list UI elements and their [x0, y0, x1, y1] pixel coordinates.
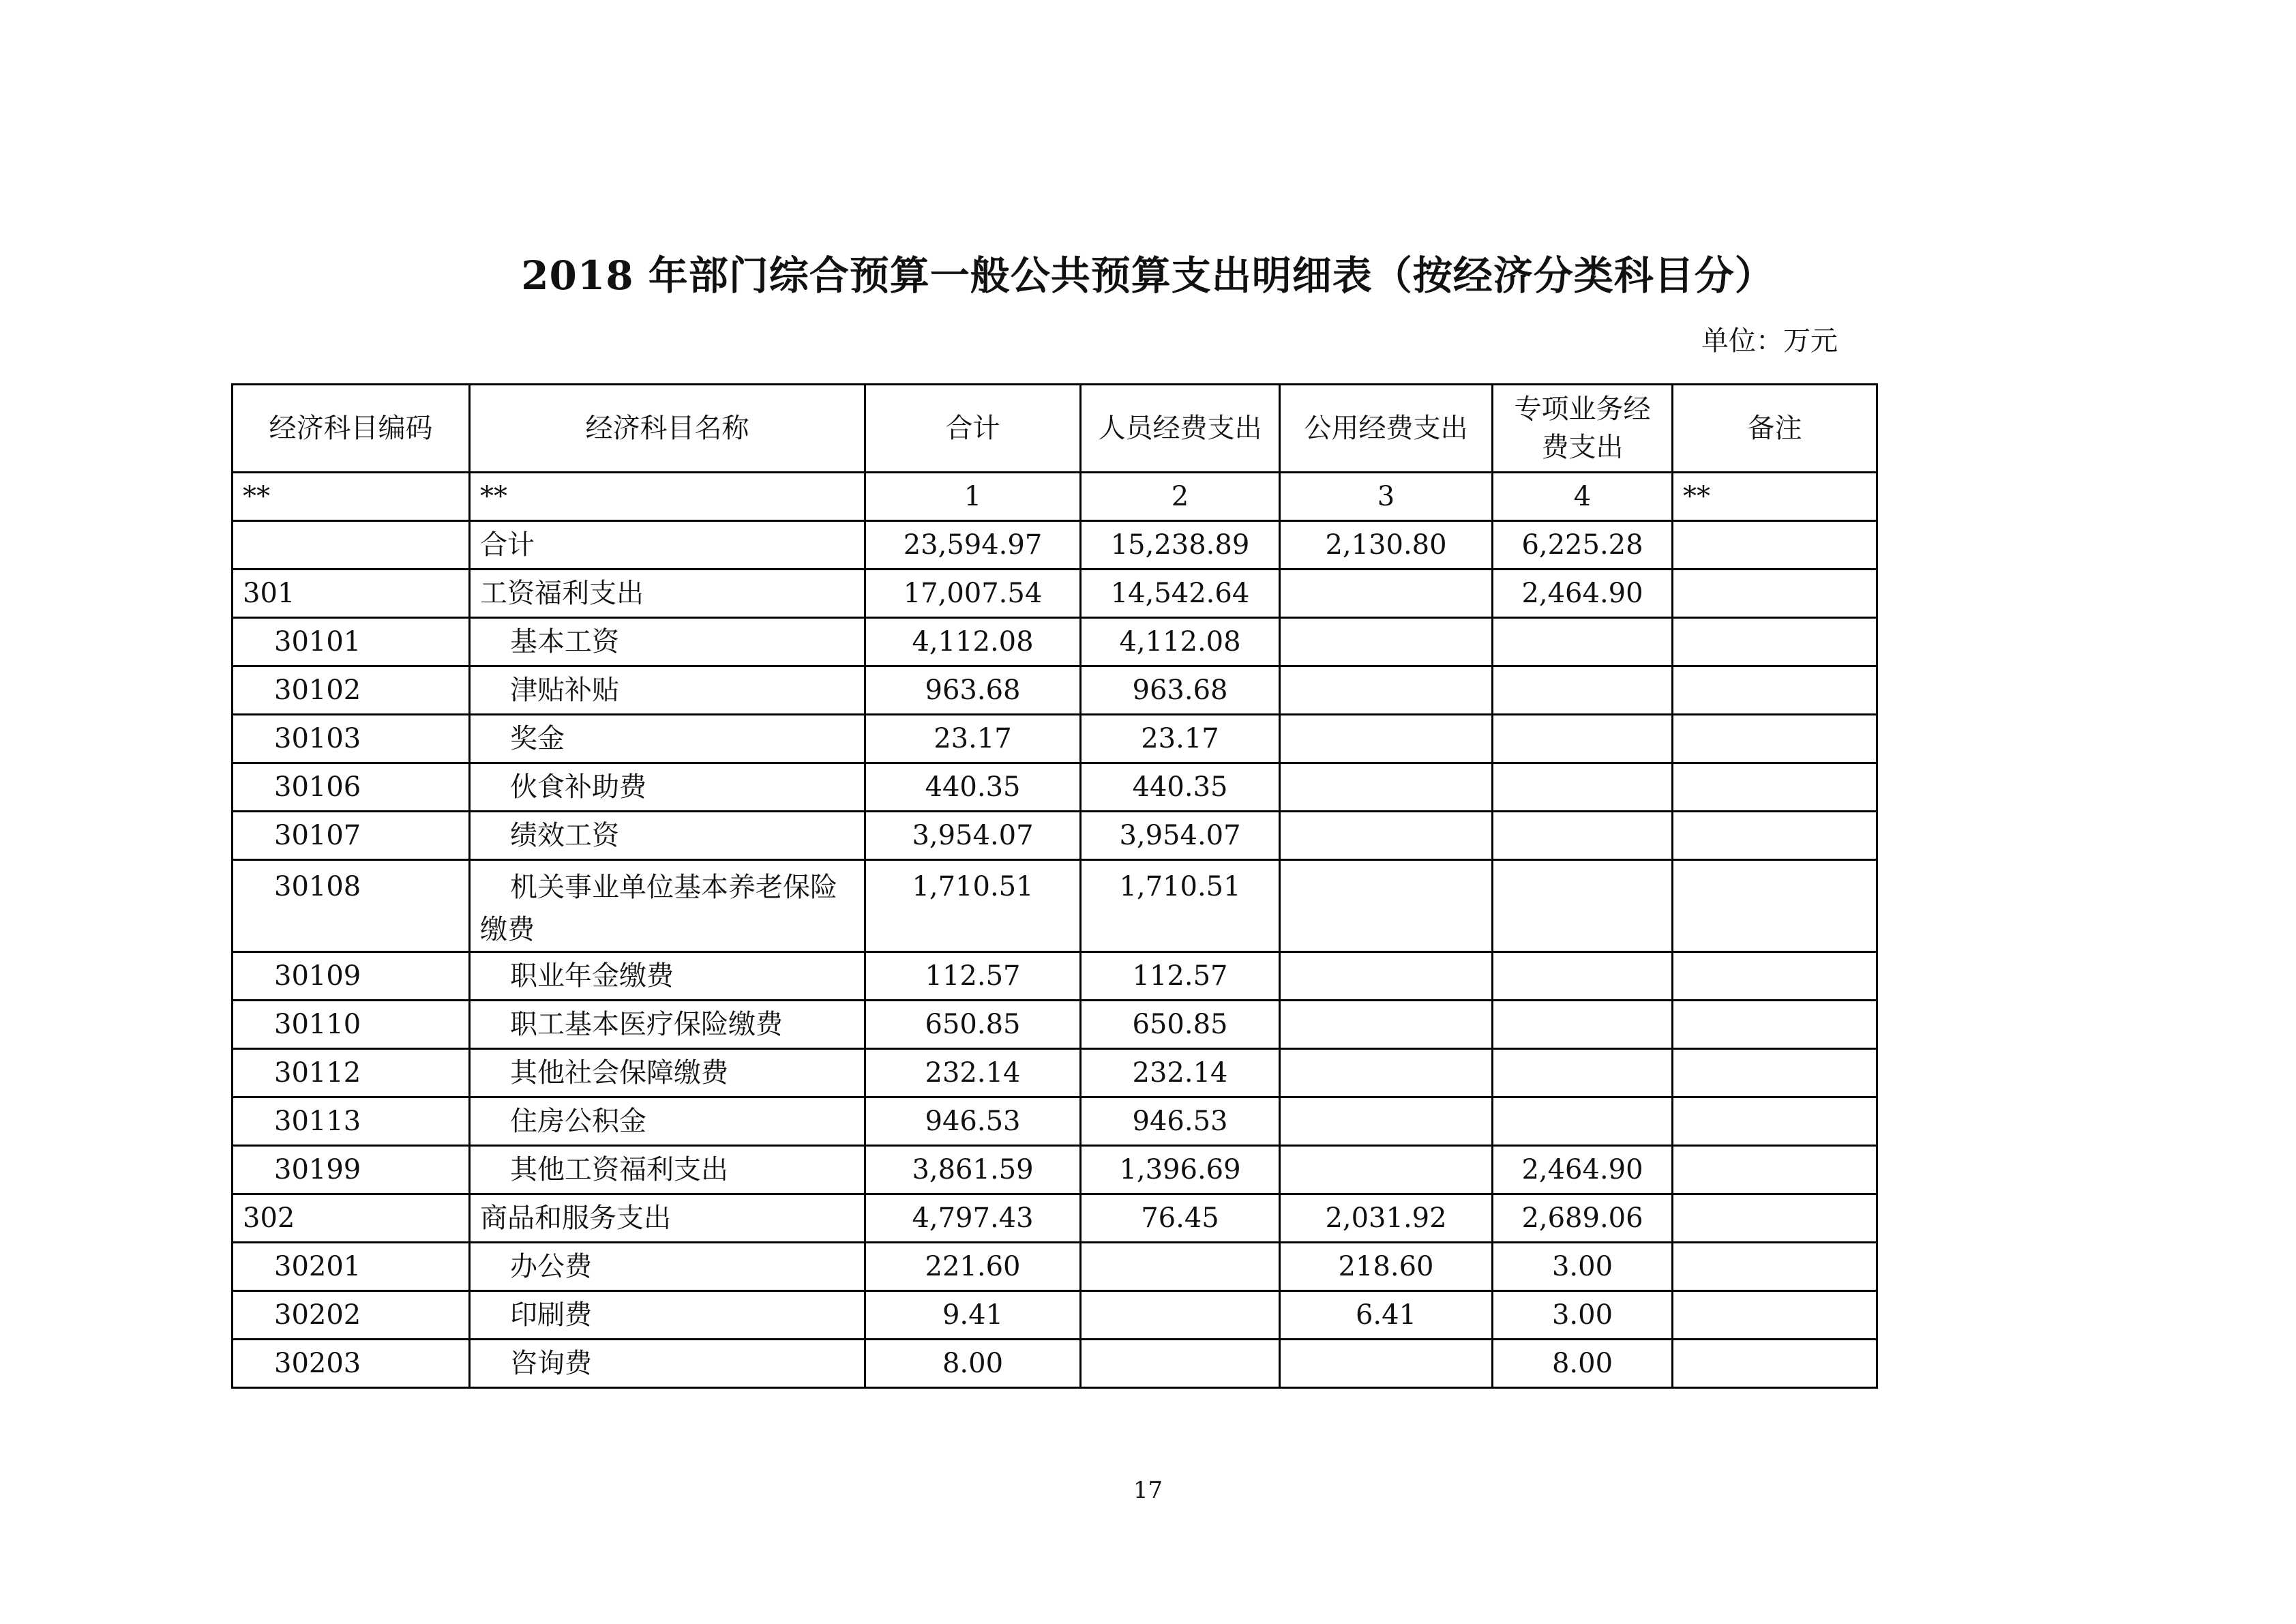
cell-public: 2,031.92: [1280, 1194, 1493, 1243]
table-row: [233, 860, 1877, 952]
cell-personnel: 963.68: [1081, 666, 1280, 715]
header-cell-code: 经济科目编码: [233, 385, 470, 473]
cell-remark: [1673, 860, 1877, 952]
cell-total: 1,710.51: [865, 860, 1081, 952]
cell-code: 302: [233, 1194, 470, 1243]
cell-public: [1280, 1049, 1493, 1097]
cell-project: [1493, 1001, 1673, 1049]
cell-public: 218.60: [1280, 1243, 1493, 1291]
cell-name: 工资福利支出: [470, 570, 865, 618]
cell-total: 650.85: [865, 1001, 1081, 1049]
header-row: [233, 385, 1877, 473]
cell-project: [1493, 1049, 1673, 1097]
cell-total: 9.41: [865, 1291, 1081, 1340]
table-row: [233, 812, 1877, 860]
cell-name: 职业年金缴费: [470, 952, 865, 1001]
cell-remark: [1673, 1001, 1877, 1049]
cell-project: [1493, 1097, 1673, 1146]
cell-public: [1280, 1097, 1493, 1146]
cell-total: 3,954.07: [865, 812, 1081, 860]
cell-name: 伙食补助费: [470, 763, 865, 812]
cell-name: 其他工资福利支出: [470, 1146, 865, 1194]
cell-code: 30107: [233, 812, 470, 860]
cell-personnel: 232.14: [1081, 1049, 1280, 1097]
cell-public: [1280, 570, 1493, 618]
cell-project: [1493, 952, 1673, 1001]
cell-personnel: 4,112.08: [1081, 618, 1280, 666]
cell-total: 8.00: [865, 1340, 1081, 1388]
table-row: [233, 1001, 1877, 1049]
cell-project: [1493, 715, 1673, 763]
cell-public: [1280, 1001, 1493, 1049]
cell-total: 221.60: [865, 1243, 1081, 1291]
cell-project: [1493, 763, 1673, 812]
cell-remark: [1673, 715, 1877, 763]
cell-project: [1493, 666, 1673, 715]
index-cell-code: **: [233, 473, 470, 521]
cell-personnel: [1081, 1243, 1280, 1291]
table-row: [233, 1291, 1877, 1340]
cell-total: 963.68: [865, 666, 1081, 715]
cell-public: [1280, 1340, 1493, 1388]
index-cell-name: **: [470, 473, 865, 521]
cell-personnel: 76.45: [1081, 1194, 1280, 1243]
table-row: [233, 1194, 1877, 1243]
cell-code: 30101: [233, 618, 470, 666]
cell-personnel: 3,954.07: [1081, 812, 1280, 860]
cell-public: 2,130.80: [1280, 521, 1493, 570]
cell-remark: [1673, 618, 1877, 666]
cell-code: 301: [233, 570, 470, 618]
cell-personnel: 112.57: [1081, 952, 1280, 1001]
cell-remark: [1673, 1097, 1877, 1146]
cell-personnel: [1081, 1291, 1280, 1340]
cell-total: 17,007.54: [865, 570, 1081, 618]
page-number: 17: [1133, 1477, 1163, 1504]
header-cell-public: 公用经费支出: [1280, 385, 1493, 473]
cell-personnel: 14,542.64: [1081, 570, 1280, 618]
cell-code: 30113: [233, 1097, 470, 1146]
cell-code: 30199: [233, 1146, 470, 1194]
cell-remark: [1673, 1194, 1877, 1243]
cell-code: 30112: [233, 1049, 470, 1097]
cell-personnel: [1081, 1340, 1280, 1388]
cell-code: [233, 521, 470, 570]
cell-name: 机关事业单位基本养老保险缴费: [470, 860, 865, 952]
cell-project: [1493, 860, 1673, 952]
cell-total: 946.53: [865, 1097, 1081, 1146]
cell-name: 印刷费: [470, 1291, 865, 1340]
cell-remark: [1673, 1291, 1877, 1340]
cell-name: 合计: [470, 521, 865, 570]
cell-personnel: 23.17: [1081, 715, 1280, 763]
cell-remark: [1673, 1340, 1877, 1388]
cell-public: [1280, 812, 1493, 860]
unit-label: 单位：万元: [1701, 325, 1838, 357]
table-row: [233, 521, 1877, 570]
cell-project: 3.00: [1493, 1243, 1673, 1291]
cell-code: 30108: [233, 860, 470, 952]
cell-name: 绩效工资: [470, 812, 865, 860]
cell-code: 30203: [233, 1340, 470, 1388]
document-title: 2018 年部门综合预算一般公共预算支出明细表（按经济分类科目分）: [521, 252, 1775, 299]
table-row: [233, 763, 1877, 812]
cell-total: 4,797.43: [865, 1194, 1081, 1243]
cell-name: 职工基本医疗保险缴费: [470, 1001, 865, 1049]
cell-remark: [1673, 1146, 1877, 1194]
cell-public: [1280, 1146, 1493, 1194]
cell-name: 住房公积金: [470, 1097, 865, 1146]
cell-total: 23.17: [865, 715, 1081, 763]
cell-name: 商品和服务支出: [470, 1194, 865, 1243]
cell-personnel: 1,396.69: [1081, 1146, 1280, 1194]
index-cell-project: 4: [1493, 473, 1673, 521]
header-cell-personnel: 人员经费支出: [1081, 385, 1280, 473]
table-row: [233, 715, 1877, 763]
cell-remark: [1673, 570, 1877, 618]
table-row: [233, 952, 1877, 1001]
expenditure-detail-table: [231, 383, 1878, 1389]
index-cell-personnel: 2: [1081, 473, 1280, 521]
cell-public: [1280, 860, 1493, 952]
cell-public: [1280, 763, 1493, 812]
cell-project: 6,225.28: [1493, 521, 1673, 570]
cell-remark: [1673, 521, 1877, 570]
table-row: [233, 618, 1877, 666]
cell-total: 3,861.59: [865, 1146, 1081, 1194]
cell-total: 23,594.97: [865, 521, 1081, 570]
header-cell-remark: 备注: [1673, 385, 1877, 473]
cell-project: 3.00: [1493, 1291, 1673, 1340]
index-cell-public: 3: [1280, 473, 1493, 521]
cell-total: 232.14: [865, 1049, 1081, 1097]
cell-name: 津贴补贴: [470, 666, 865, 715]
header-cell-total: 合计: [865, 385, 1081, 473]
table-row: [233, 1340, 1877, 1388]
cell-public: [1280, 666, 1493, 715]
cell-remark: [1673, 1243, 1877, 1291]
cell-public: [1280, 618, 1493, 666]
cell-name: 基本工资: [470, 618, 865, 666]
cell-personnel: 15,238.89: [1081, 521, 1280, 570]
cell-remark: [1673, 1049, 1877, 1097]
table-row: [233, 1243, 1877, 1291]
index-cell-total: 1: [865, 473, 1081, 521]
cell-name: 其他社会保障缴费: [470, 1049, 865, 1097]
cell-public: [1280, 952, 1493, 1001]
cell-total: 4,112.08: [865, 618, 1081, 666]
cell-project: 2,689.06: [1493, 1194, 1673, 1243]
cell-project: [1493, 812, 1673, 860]
cell-personnel: 946.53: [1081, 1097, 1280, 1146]
table-row: [233, 1049, 1877, 1097]
cell-personnel: 650.85: [1081, 1001, 1280, 1049]
cell-public: 6.41: [1280, 1291, 1493, 1340]
cell-project: 2,464.90: [1493, 570, 1673, 618]
cell-code: 30202: [233, 1291, 470, 1340]
cell-remark: [1673, 666, 1877, 715]
cell-project: 8.00: [1493, 1340, 1673, 1388]
index-row: [233, 473, 1877, 521]
cell-project: 2,464.90: [1493, 1146, 1673, 1194]
cell-name: 奖金: [470, 715, 865, 763]
index-cell-remark: **: [1673, 473, 1877, 521]
cell-code: 30110: [233, 1001, 470, 1049]
table-row: [233, 570, 1877, 618]
cell-personnel: 1,710.51: [1081, 860, 1280, 952]
cell-code: 30103: [233, 715, 470, 763]
cell-code: 30102: [233, 666, 470, 715]
cell-code: 30109: [233, 952, 470, 1001]
cell-remark: [1673, 763, 1877, 812]
table-row: [233, 666, 1877, 715]
cell-code: 30201: [233, 1243, 470, 1291]
table-row: [233, 1097, 1877, 1146]
cell-personnel: 440.35: [1081, 763, 1280, 812]
cell-project: [1493, 618, 1673, 666]
cell-name: 办公费: [470, 1243, 865, 1291]
header-cell-name: 经济科目名称: [470, 385, 865, 473]
table-row: [233, 1146, 1877, 1194]
cell-public: [1280, 715, 1493, 763]
cell-total: 112.57: [865, 952, 1081, 1001]
cell-remark: [1673, 812, 1877, 860]
cell-code: 30106: [233, 763, 470, 812]
header-cell-project: 专项业务经费支出: [1493, 385, 1673, 473]
cell-name: 咨询费: [470, 1340, 865, 1388]
cell-remark: [1673, 952, 1877, 1001]
cell-total: 440.35: [865, 763, 1081, 812]
